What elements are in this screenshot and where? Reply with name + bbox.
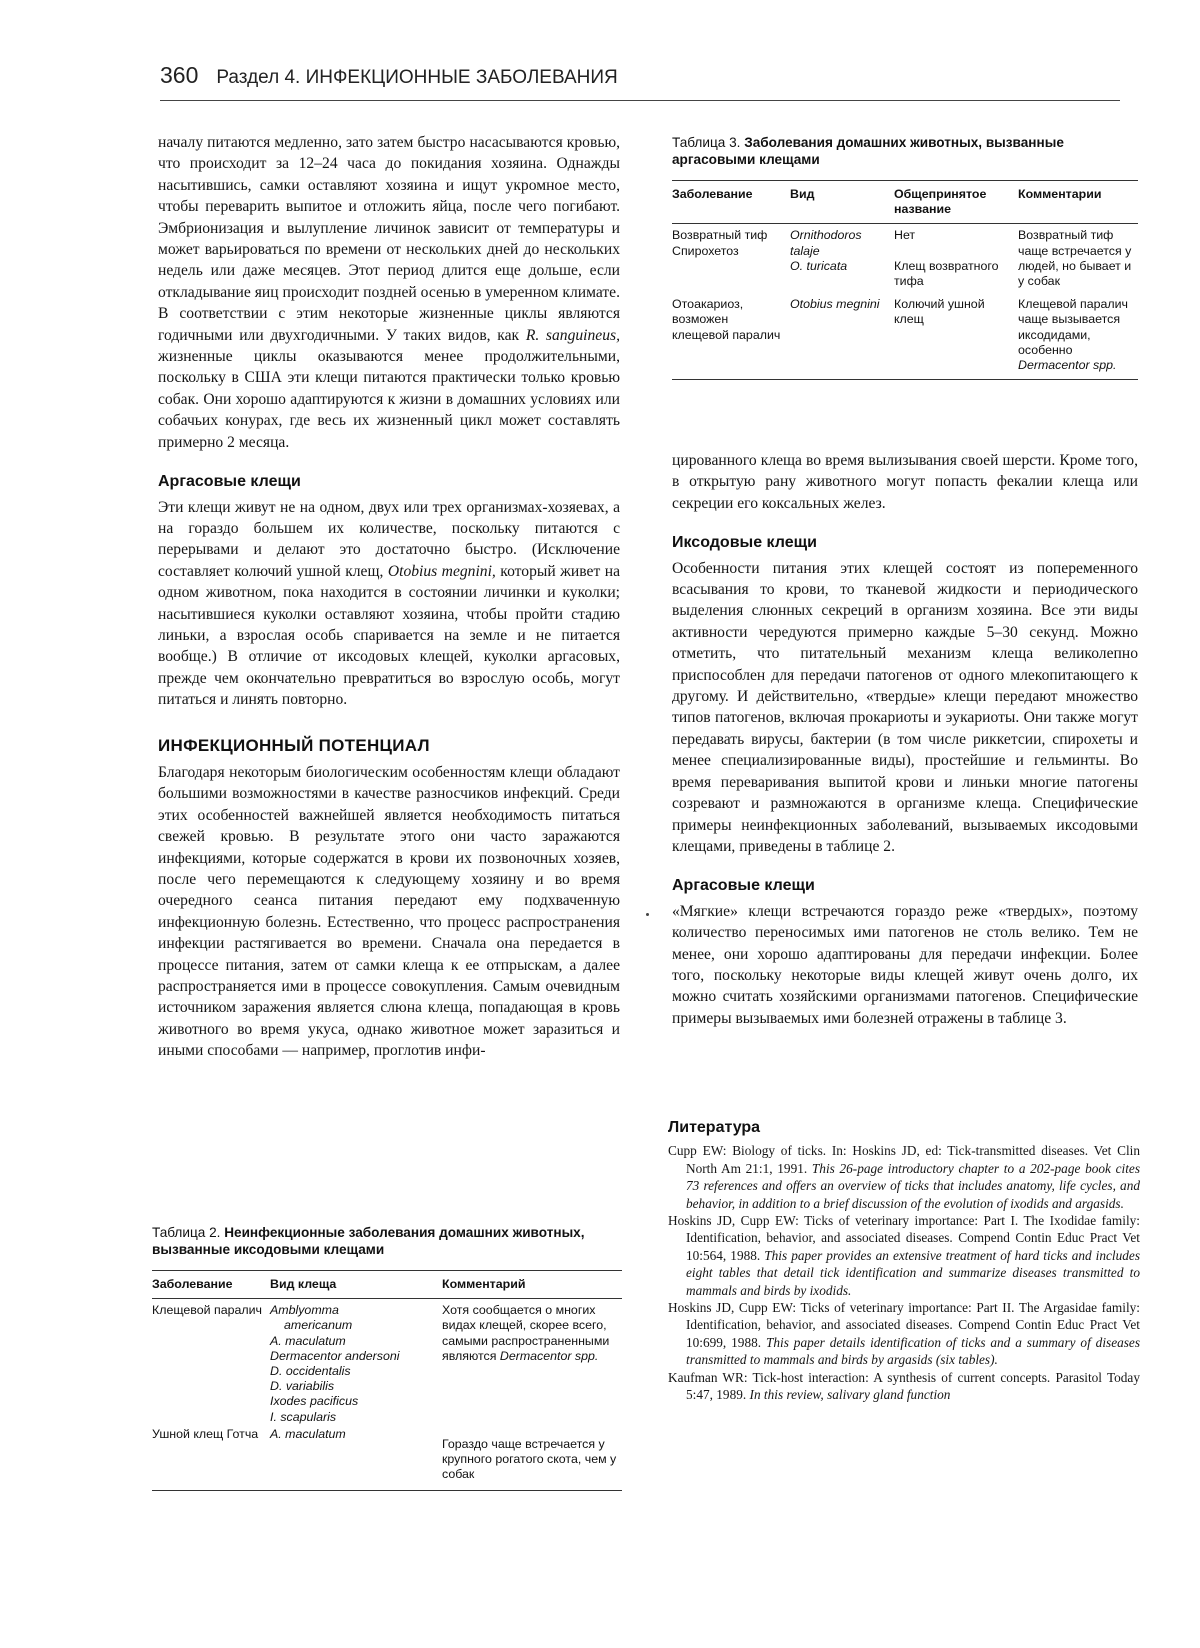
page-number: 360: [160, 62, 199, 88]
speck: [646, 913, 649, 916]
table-3: [672, 134, 1138, 380]
cell-common-name: Колючий ушной клещ: [894, 297, 985, 327]
left-column: [158, 132, 620, 1062]
column-header: Общепринятое название: [894, 187, 987, 217]
table-2: [152, 1224, 622, 1491]
cell-disease: Ушной клещ Готча: [152, 1426, 259, 1441]
right-column: [672, 450, 1138, 1029]
table-caption: Таблица 2. Неинфекционные заболевания домашних животных, вызванные иксодовыми клещами: [152, 1225, 585, 1257]
references-title: Литература: [668, 1119, 761, 1136]
table-row: [672, 224, 1138, 289]
column-header: Комментарии: [1018, 187, 1102, 201]
heading-infectious-potential: ИНФЕКЦИОННЫЙ ПОТЕНЦИАЛ: [158, 735, 430, 755]
section-title: Раздел 4. ИНФЕКЦИОННЫЕ ЗАБОЛЕВАНИЯ: [216, 67, 618, 88]
cell-comment: Хотя сообщается о многих видах клещей, скорее всего, самыми распространенными являются Dermacentor spp.: [442, 1303, 610, 1363]
table-row: [672, 289, 1138, 380]
header-rule: [160, 100, 1120, 101]
column-header: Заболевание: [152, 1277, 233, 1291]
cell-species: Ornithodoros talaje O. turicata: [790, 228, 862, 273]
reference-item: Kaufman WR: Tick-host interaction: A synthesis of current concepts. Parasitol Today 5:47, 1989. In this review, salivary gland function: [668, 1369, 1140, 1403]
paragraph: началу питаются медленно, зато затем быстро насасываются кровью, что происходит за 12–24 часа до покидания хозяина. Однажды насытившись, самки оставляют хозяина и ищут укромное место, чтобы переварить выпитое и отложить яйца, после чего погибают. Эмбрионизация и вылупление личинок зависит от температуры и может варьироваться по времени от нескольких дней до нескольких недель или даже месяцев. Этот период длится еще дольше, если откладывание яиц происходит поздней осенью в умеренном климате. В соответствии с этим некоторые жизненные циклы являются годичными или двухгодичными. У таких видов, как R. sanguineus, жизненные циклы оказываются менее продолжительными, поскольку в США эти клещи питаются практически только кровью собак. Они хорошо адаптируются к жизни в домашних условиях или собачьих конурах, где весь их жизненный цикл может составлять примерно 2 месяца.: [158, 134, 620, 451]
table-header-row: [152, 1271, 622, 1299]
cell-disease: Возвратный тиф Спирохетоз: [672, 228, 768, 258]
reference-item: Hoskins JD, Cupp EW: Ticks of veterinary importance: Part II. The Argasidae family: Identification, behavior, and associated diseases. Compend Contin Educ Pract Vet 10:699, 1988. This paper details identification of ticks and a summary of diseases transmitted to mammals and birds by argasids (six tables).: [668, 1300, 1140, 1368]
paragraph: Особенности питания этих клещей состоят из попеременного всасывания то крови, то тканевой жидкости и периодического выделения слюнных секреций в организм хозяина. Все эти виды активности чередуются примерно каждые 5–30 секунд. Можно отметить, что питательный механизм клеща великолепно приспособлен для передачи патогенов от одного млекопитающего к другому. И действительно, «твердые» клещи передают множество типов патогенов, включая прокариоты и эукариоты. Они также могут передавать вирусы, бактерии (в том числе риккетсии, спирохеты и менее специализированные виды), простейшие и гельминты. Во время переваривания выпитой крови и линьки многие патогены созревают и размножаются в организме клеща. Специфические примеры неинфекционных заболеваний, вызываемых иксодовыми клещами, приведены в таблице 2.: [672, 559, 1138, 855]
reference-item: Cupp EW: Biology of ticks. In: Hoskins JD, ed: Tick-transmitted diseases. Vet Clin North Am 21:1, 1991. This 26-page introductory chapter to a 202-page book cites 73 references and offers an overview of ticks that includes anatomy, life cycles, and behavior, in addition to a brief discussion of the evolution of ixodids and argasids.: [668, 1143, 1140, 1211]
paragraph: Эти клещи живут не на одном, двух или трех организмах-хозяевах, а на гораздо большем их количестве, поскольку питаются с перерывами и делают это достаточно быстро. (Исключение составляет колючий ушной клещ, Otobius megnini, который живет на одном животном, пока находится в состоянии личинки и куколки; насытившиеся куколки оставляют хозяина, чтобы пройти стадию линьки, а взрослая особь спаривается на земле и не питается вообще.) В отличие от иксодовых клещей, куколки аргасовых, прежде чем окончательно превратиться во взрослую особь, могут питаться и линять повторно.: [158, 498, 620, 709]
paragraph: цированного клеща во время вылизывания своей шерсти. Кроме того, в открытую рану животного могут попасть фекалии клеща или секреции его коксальных желез.: [672, 452, 1138, 512]
cell-disease: Клещевой паралич: [152, 1303, 262, 1318]
cell-comment: Возвратный тиф чаще встречается у людей, но бывает и у собак: [1018, 228, 1132, 289]
species-name: R. sanguineus,: [525, 326, 620, 344]
table-caption: Таблица 3. Заболевания домашних животных, вызванные аргасовыми клещами: [672, 135, 1064, 167]
subheading-argas: Аргасовые клещи: [672, 877, 815, 895]
data-table: [152, 1270, 622, 1491]
cell-species: Amblyomma americanum A. maculatum Dermacentor andersoni D. occidentalis D. variabilis Ixodes pacificus I. scapularis: [270, 1303, 400, 1424]
table-row: [152, 1299, 622, 1425]
cell-species: Otobius megnini: [790, 297, 880, 312]
column-header: Заболевание: [672, 187, 753, 201]
species-name: Otobius megnini,: [387, 562, 496, 580]
running-header: [160, 62, 1120, 89]
data-table: [672, 180, 1138, 380]
reference-item: Hoskins JD, Cupp EW: Ticks of veterinary importance: Part I. The Ixodidae family: Identification, behavior, and associated diseases. Compend Contin Educ Pract Vet 10:564, 1988. This paper provides an extensive treatment of hard ticks and includes eight tables that detail tick identification and summarize diseases transmitted to mammals and birds by ixodids.: [668, 1213, 1140, 1298]
cell-comment: Клещевой паралич чаще вызывается иксодидами, особенно Dermacentor spp.: [1018, 297, 1128, 373]
subheading-ixodid: Иксодовые клещи: [672, 534, 817, 552]
paragraph: «Мягкие» клещи встречаются гораздо реже «твердых», поэтому количество переносимых ими патогенов не столь велико. Тем не менее, они хорошо адаптированы для передачи инфекции. Более того, поскольку некоторые виды клещей живут очень долго, их можно считать хозяйскими организмами патогенов. Специфические примеры вызываемых ими болезней отражены в таблице 3.: [672, 902, 1138, 1027]
cell-species: A. maculatum: [270, 1426, 346, 1441]
cell-common-name: Нет Клещ возвратного тифа: [894, 228, 999, 289]
paragraph: Благодаря некоторым биологическим особенностям клещи обладают большими возможностями в качестве разносчиков инфекций. Среди этих особенностей важнейшей является необходимость питаться свежей кровью. В результате этого они часто заражаются инфекциями, которые содержатся в крови их позвоночных хозяев, после чего перемещаются к следующему хозяину и во время очередного сеанса питания передают ему подхваченную инфекционную болезнь. Естественно, что процесс распространения инфекции растягивается во времени. Сначала она передается в процессе питания, затем от самки клеща к ее отпрыскам, а далее распространяется ими в процессе совокупления. Самым очевидным источником заражения является слюна клеща, попадающая в кровь животного во время укуса, однако животное может заразиться и иными способами — например, проглотив инфи-: [158, 763, 620, 1060]
references: [668, 1119, 1140, 1404]
subheading-argas: Аргасовые клещи: [158, 473, 301, 491]
cell-disease: Отоакариоз, возможен клещевой паралич: [672, 297, 781, 342]
column-header: Вид: [790, 187, 815, 201]
column-header: Комментарий: [442, 1277, 526, 1291]
column-header: Вид клеща: [270, 1277, 337, 1291]
table-header-row: [672, 181, 1138, 224]
table-row: [152, 1425, 622, 1491]
cell-comment: Гораздо чаще встречается у крупного рогатого скота, чем у собак: [442, 1436, 617, 1482]
